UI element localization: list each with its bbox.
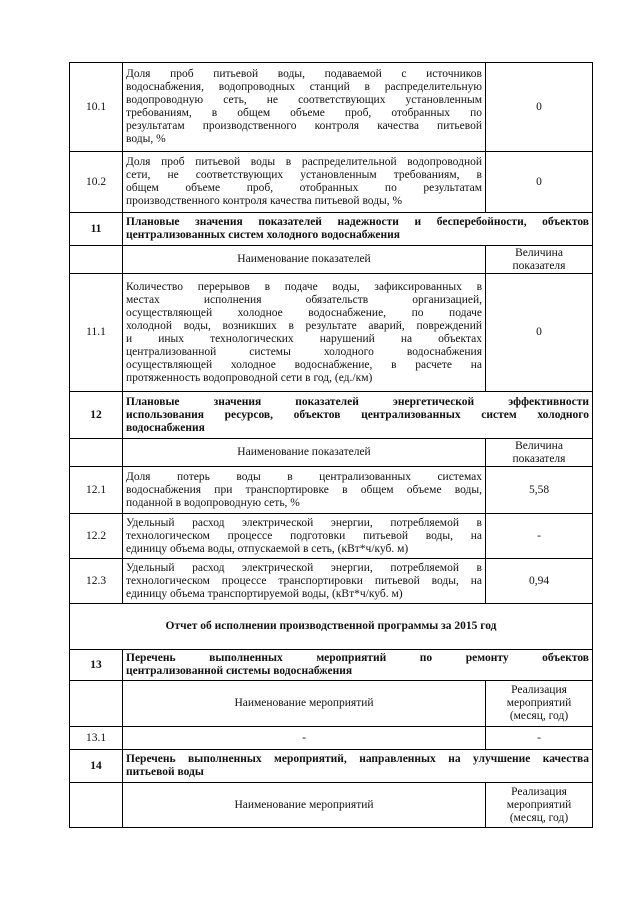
text-line: централизованных систем холодного водоснабжения bbox=[126, 229, 400, 241]
text-line: поданной в водопроводную сеть, % bbox=[126, 496, 300, 509]
text-line: Перечень выполненных мероприятий по ремонту объектов bbox=[126, 652, 589, 664]
text-line: производственного контроля качества питьевой воды, % bbox=[126, 195, 403, 207]
text-line: Доля проб питьевой воды в распределительной водопроводной bbox=[126, 156, 482, 168]
text-line: централизованной системы водоснабжения bbox=[126, 665, 353, 677]
indicator-value: 0,94 bbox=[486, 559, 593, 604]
indicator-description bbox=[123, 559, 486, 604]
measure-date: - bbox=[486, 727, 593, 750]
text-line: питьевой воды bbox=[126, 766, 204, 778]
text-line: водопроводную сеть, не соответствующих установленным bbox=[126, 94, 482, 106]
text-line: Плановые значения показателей энергетической эффективности bbox=[126, 395, 589, 408]
report-title-row bbox=[70, 604, 593, 650]
indicator-description bbox=[123, 274, 486, 392]
table-row bbox=[70, 514, 593, 559]
text-line: общем объеме проб, отобранных по результатам bbox=[126, 182, 482, 194]
text-line: единицу объема транспортируемой воды, (кВт*ч/куб. м) bbox=[126, 587, 403, 600]
text-line: Доля потерь воды в централизованных системах bbox=[126, 470, 482, 483]
section-number: 14 bbox=[70, 750, 123, 783]
section-row bbox=[70, 213, 593, 246]
text-line: сети, не соответствующих установленным требованиям, в bbox=[126, 169, 482, 181]
section-number: 12 bbox=[70, 392, 123, 439]
section-row bbox=[70, 650, 593, 681]
text-line: единицу объема воды, отпускаемой в сеть, (кВт*ч/куб. м) bbox=[126, 542, 409, 555]
indicator-description bbox=[123, 467, 486, 514]
column-header-name: Наименование мероприятий bbox=[123, 783, 486, 828]
text-line: водоснабжения bbox=[126, 421, 205, 434]
row-number: 12.2 bbox=[70, 514, 123, 559]
text-line: водоснабжения, водопроводных станций в распределительную bbox=[126, 81, 482, 93]
column-header-name: Наименование мероприятий bbox=[123, 681, 486, 727]
measure-name: - bbox=[123, 727, 486, 750]
text-line: протяженность водопроводной сети в год, (ед./км) bbox=[126, 371, 373, 384]
header-row bbox=[70, 439, 593, 467]
indicator-description bbox=[123, 63, 486, 152]
section-title bbox=[123, 750, 593, 783]
text-line: Перечень выполненных мероприятий, направленных на улучшение качества bbox=[126, 753, 589, 765]
row-number: 11.1 bbox=[70, 274, 123, 392]
empty-cell bbox=[70, 783, 123, 828]
column-header-value: Реализация мероприятий (месяц, год) bbox=[486, 681, 593, 727]
text-line: осуществляющей холодное водоснабжение, по подаче bbox=[126, 306, 482, 319]
text-line: технологическом процессе транспортировки питьевой воды, на bbox=[126, 574, 482, 587]
column-header-value: Величина показателя bbox=[486, 246, 593, 274]
text-line: осуществляющей холодное водоснабжение, в расчете на bbox=[126, 358, 482, 371]
column-header-value: Реализация мероприятий (месяц, год) bbox=[486, 783, 593, 828]
column-header-name: Наименование показателей bbox=[123, 439, 486, 467]
section-number: 11 bbox=[70, 213, 123, 246]
section-title bbox=[123, 650, 593, 681]
report-title: Отчет об исполнении производственной программы за 2015 год bbox=[70, 604, 593, 650]
text-line: и иных технологических нарушений на объектах bbox=[126, 332, 482, 345]
text-line: Количество перерывов в подаче воды, зафиксированных в bbox=[126, 280, 482, 293]
table-row bbox=[70, 63, 593, 152]
text-line: результатам производственного контроля качества питьевой bbox=[126, 120, 482, 132]
indicator-value: 5,58 bbox=[486, 467, 593, 514]
header-row bbox=[70, 783, 593, 828]
text-line: требованиям, в общем объеме проб, отобранных по bbox=[126, 107, 482, 119]
column-header-name: Наименование показателей bbox=[123, 246, 486, 274]
indicator-description bbox=[123, 152, 486, 213]
text-line: Доля проб питьевой воды, подаваемой с источников bbox=[126, 68, 482, 80]
header-row bbox=[70, 246, 593, 274]
section-row bbox=[70, 750, 593, 783]
indicator-description bbox=[123, 514, 486, 559]
table-row bbox=[70, 559, 593, 604]
text-line: Удельный расход электрической энергии, потребляемой в bbox=[126, 561, 482, 574]
table-row bbox=[70, 727, 593, 750]
text-line: Плановые значения показателей надежности и бесперебойности, объектов bbox=[126, 216, 589, 228]
section-title bbox=[123, 392, 593, 439]
empty-cell bbox=[70, 246, 123, 274]
section-title bbox=[123, 213, 593, 246]
row-number: 10.1 bbox=[70, 63, 123, 152]
section-number: 13 bbox=[70, 650, 123, 681]
row-number: 10.2 bbox=[70, 152, 123, 213]
empty-cell bbox=[70, 681, 123, 727]
table-row bbox=[70, 152, 593, 213]
column-header-value: Величина показателя bbox=[486, 439, 593, 467]
text-line: Удельный расход электрической энергии, потребляемой в bbox=[126, 516, 482, 529]
row-number: 12.1 bbox=[70, 467, 123, 514]
text-line: централизованной системы холодного водоснабжения bbox=[126, 345, 482, 358]
section-row bbox=[70, 392, 593, 439]
indicator-value: 0 bbox=[486, 63, 593, 152]
program-indicators-table bbox=[69, 62, 593, 828]
text-line: водоснабжения при транспортировке в общем объеме воды, bbox=[126, 483, 482, 496]
table-row bbox=[70, 274, 593, 392]
table-row bbox=[70, 467, 593, 514]
text-line: местах исполнения обязательств организацией, bbox=[126, 293, 482, 306]
text-line: технологическом процессе подготовки питьевой воды, на bbox=[126, 529, 482, 542]
indicator-value: 0 bbox=[486, 274, 593, 392]
text-line: холодной воды, возникших в результате аварий, повреждений bbox=[126, 319, 482, 332]
empty-cell bbox=[70, 439, 123, 467]
row-number: 13.1 bbox=[70, 727, 123, 750]
text-line: использования ресурсов, объектов централизованных систем холодного bbox=[126, 408, 589, 421]
indicator-value: - bbox=[486, 514, 593, 559]
header-row bbox=[70, 681, 593, 727]
indicator-value: 0 bbox=[486, 152, 593, 213]
row-number: 12.3 bbox=[70, 559, 123, 604]
text-line: воды, % bbox=[126, 133, 166, 145]
